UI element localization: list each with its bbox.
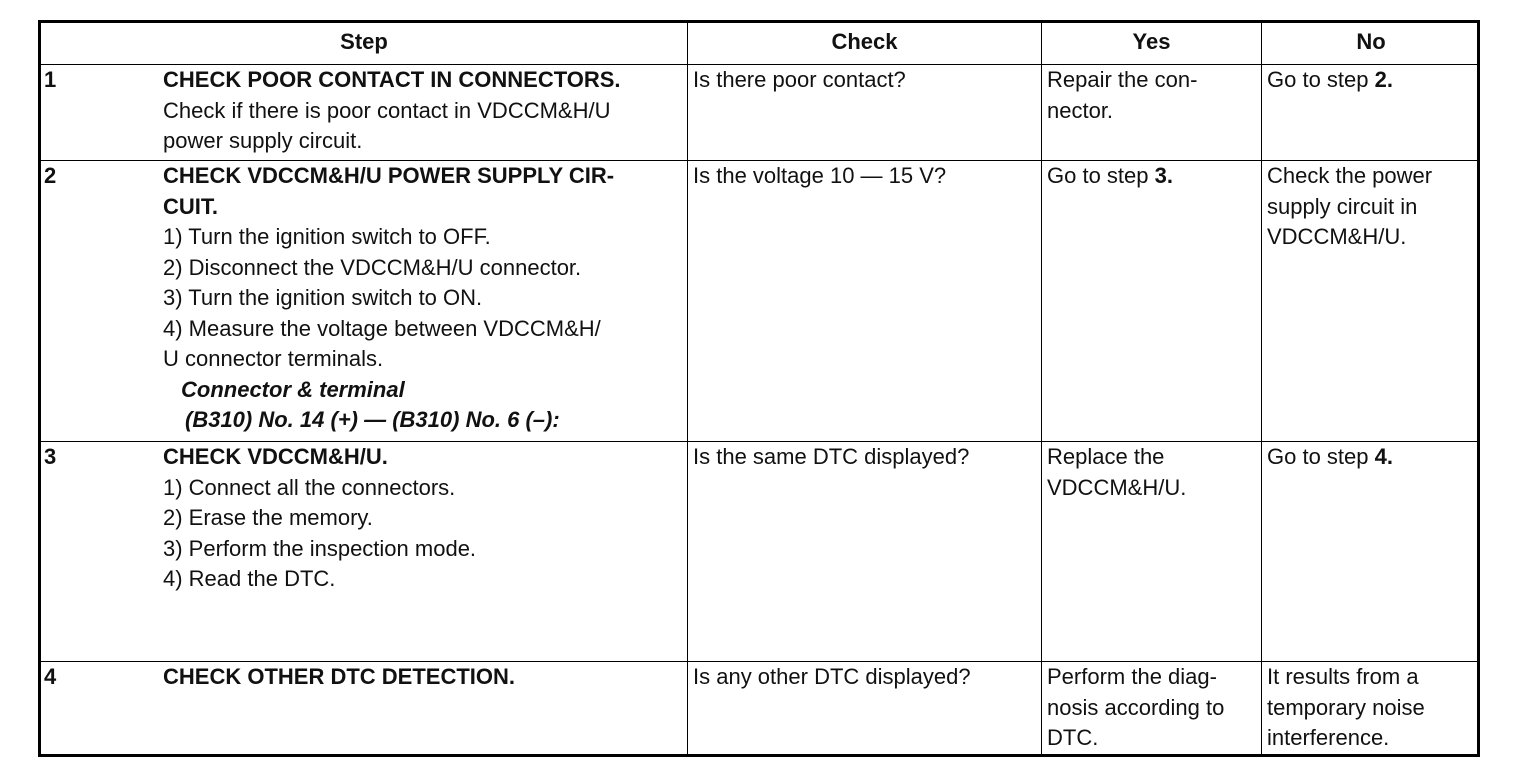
no-line: temporary noise: [1267, 694, 1425, 720]
check-cell: Is the voltage 10 — 15 V?: [688, 161, 1042, 441]
yes-line: Repair the con-: [1047, 67, 1198, 92]
no-cell: [1262, 161, 1480, 441]
no-text: Go to step: [1267, 67, 1375, 92]
table-row: [41, 662, 1477, 757]
no-text: Go to step: [1267, 444, 1375, 469]
yes-line: nosis according to: [1047, 694, 1225, 720]
table-row: [41, 161, 1477, 442]
no-line: interference.: [1267, 725, 1390, 750]
diagnostic-table: [38, 20, 1480, 757]
yes-text: Go to step: [1047, 163, 1155, 188]
step-cell: [41, 662, 688, 757]
header-no: No: [1356, 29, 1386, 54]
no-line: supply circuit in: [1267, 193, 1418, 219]
no-cell: [1262, 65, 1480, 160]
step-instruction: 3) Perform the inspection mode.: [163, 535, 477, 561]
step-instruction: 3) Turn the ignition switch to ON.: [163, 285, 483, 310]
step-instruction: 1) Turn the ignition switch to OFF.: [163, 224, 491, 249]
step-instruction: 1) Connect all the connectors.: [163, 474, 456, 500]
no-step-ref: 4.: [1374, 444, 1393, 469]
step-title: CHECK VDCCM&H/U.: [163, 444, 388, 469]
yes-cell: [1042, 65, 1262, 160]
step-title: CHECK OTHER DTC DETECTION.: [163, 664, 515, 689]
step-title: CHECK POOR CONTACT IN CONNECTORS.: [163, 67, 621, 92]
check-cell: Is any other DTC displayed?: [688, 662, 1042, 757]
step-instruction: U connector terminals.: [163, 346, 384, 371]
yes-line: Perform the diag-: [1047, 664, 1217, 689]
step-instruction: 2) Erase the memory.: [163, 505, 373, 530]
step-number: 3: [44, 444, 57, 469]
no-line: Check the power: [1267, 163, 1433, 188]
step-title: CUIT.: [163, 193, 218, 219]
step-cell: [41, 65, 688, 160]
table-row: [41, 65, 1477, 161]
check-cell: Is there poor contact?: [688, 65, 1042, 160]
yes-line: VDCCM&H/U.: [1047, 474, 1187, 500]
step-description-line: power supply circuit.: [163, 128, 363, 153]
step-number: 4: [44, 664, 57, 689]
check-cell: Is the same DTC displayed?: [688, 442, 1042, 661]
step-cell: [41, 442, 688, 661]
connector-terminal-value: (B310) No. 14 (+) — (B310) No. 6 (–):: [185, 407, 560, 432]
step-cell: [41, 161, 688, 441]
table-row: [41, 442, 1477, 662]
no-line: It results from a: [1267, 664, 1419, 689]
header-check: Check: [688, 23, 1042, 64]
table-header-row: [41, 23, 1477, 65]
step-instruction: 2) Disconnect the VDCCM&H/U connector.: [163, 254, 582, 280]
no-cell: [1262, 442, 1480, 661]
header-step: Step: [41, 23, 688, 64]
yes-line: nector.: [1047, 97, 1114, 123]
no-step-ref: 2.: [1374, 67, 1393, 92]
step-number: 2: [44, 163, 57, 188]
yes-line: Replace the: [1047, 444, 1165, 469]
yes-cell: [1042, 442, 1262, 661]
step-title: CHECK VDCCM&H/U POWER SUPPLY CIR-: [163, 163, 615, 188]
no-line: VDCCM&H/U.: [1267, 224, 1407, 249]
step-number: 1: [44, 67, 57, 92]
no-cell: [1262, 662, 1480, 757]
yes-line: DTC.: [1047, 725, 1099, 750]
connector-terminal-title: Connector & terminal: [181, 376, 405, 402]
step-instruction: 4) Read the DTC.: [163, 566, 336, 591]
yes-cell: [1042, 161, 1262, 441]
step-instruction: 4) Measure the voltage between VDCCM&H/: [163, 315, 601, 341]
yes-step-ref: 3.: [1154, 163, 1173, 188]
yes-cell: [1042, 662, 1262, 757]
step-description-line: Check if there is poor contact in VDCCM&H/U: [163, 97, 611, 123]
header-yes: Yes: [1042, 23, 1262, 64]
